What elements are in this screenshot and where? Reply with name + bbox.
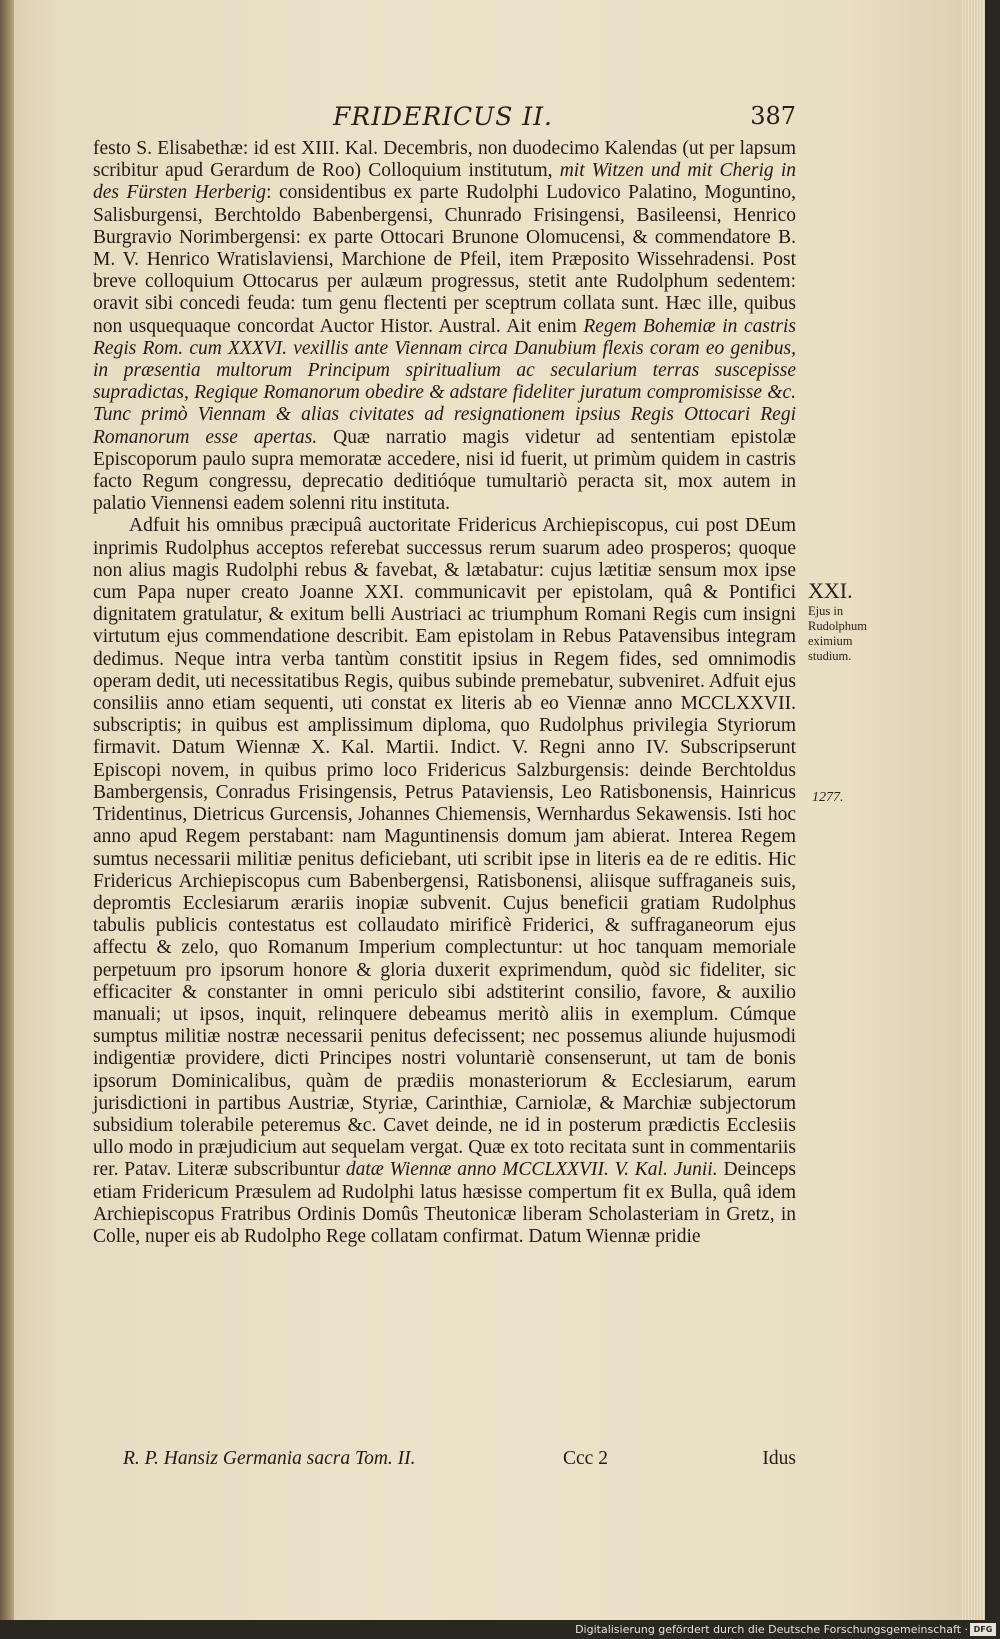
margin-note: Ejus in Rudolphum eximium studium. (808, 604, 868, 663)
page-number: 387 (750, 102, 796, 130)
page-edges (961, 0, 985, 1620)
margin-year: 1277. (812, 790, 844, 805)
text-span: Adfuit his omnibus præcipuâ auctoritate Fridericus Archiepiscopus, cui post DEum inprimis Rudolphus acceptos referebat successus rerum suarum adeo prosperos; quoque non alius magis Rudolphi rebus & favebat, & lætabatur: cujus lætitiæ sensum mox ipse cum Papa nuper creato Joanne XXI. communicavit per epistolam, quâ & Pontifici dignitatem gratulatur, & exitum belli Austriaci ac triumphum Romani Regis cum insigni virtutum ejus commendatione describit. Eam epistolam in Rebus Patavensibus integram dedimus. Neque intra verba tantùm constitit ipsius in Regem fides, sed omnimodis operam dedit, uti necessitatibus Regis, quibus subinde premebatur, subveniret. Adfuit ejus consiliis anno etiam sequenti, uti constat ex literis ab eo Viennæ anno MCCLXXVII. subscriptis; in quibus est amplissimum diploma, quo Rudolphus privilegia Styriorum firmavit. Datum Wiennæ X. Kal. Martii. Indict. V. Regni anno IV. Subscripserunt Episcopi novem, in quibus primo loco Fridericus Salzburgensis: deinde Berchtoldus Bambergensis, Conradus Frisingensis, Petrus Pataviensis, Leo Ratisbonensis, Hainricus Tridentinus, Dietricus Gurcensis, Johannes Chiemensis, Wernhardus Sekawensis. Isti hoc anno apud Regem perstabant: nam Maguntinensis domum jam abierat. Interea Regem sumtus necessarii militiæ penitus deficiebant, uti scribit ipse in literis ea de re editis. Hic Fridericus Archiepiscopus cum Babenbergensi, Ratisbonensi, aliisque suffraganeis suis, depromtis Ecclesiarum ærariis inopiæ subvenit. Cujus beneficii gratiam Rudolphus tabulis publicis contestatus est collaudato mirificè Friderici, & suffraganeorum ejus affectu & zelo, quo Romanum Imperium complectuntur: ut hoc tanquam memoriale perpetuum pro ipsorum honore & gloria duxerit exprimendum, quòd sic fideliter, sic efficaciter & constanter in omni periculo sibi adstiterint consilio, favore, & auxilio manuali; ut ipsos, inquit, relinquere debeamus meritò aliis in exemplum. Cúmque sumptus militiæ nostræ necessarii penitus defecissent; nec possemus aliunde hujusmodi indigentiæ providere, dicti Principes nostri voluntariè consenserunt, ut tam de bonis ipsorum Dominicalibus, quàm de prædiis monasteriorum & Ecclesiarum, earum jurisdictioni in partibus Austriæ, Styriæ, Carinthiæ, Carniolæ, & Marchiæ subjectorum subsidium tolerabile peteremus &c. Cavet deinde, ne id in posterum prædictis Ecclesiis ullo modo in præjudicium aut sequelam vergat. Quæ ex toto recitata sunt in commentariis rer. Patav. Literæ subscribuntur (93, 515, 796, 1181)
paragraph-2 (93, 515, 796, 1248)
italic-text-span: datæ Wiennæ anno MCCLXXVII. V. Kal. Junii. (345, 1159, 718, 1181)
text-span: Quæ narratio magis videtur ad sententiam epistolæ Episcoporum paulo supra memoratæ accedere, nisi id fuerit, ut primùm quidem in castris facto Regum congressu, deprecatio deditióque tumultariò peracta sit, mox autem in palatio Viennensi eadem solenni ritu instituta. (93, 426, 797, 515)
signature-mark: Ccc 2 (563, 1448, 608, 1469)
footer-author: R. P. Hansiz Germania sacra Tom. II. (123, 1448, 416, 1469)
digitization-credit: Digitalisierung gefördert durch die Deutsche Forschungsgemeinschaft · (575, 1623, 968, 1636)
main-text (93, 138, 796, 1248)
text-span: Deinceps etiam Fridericum Præsulem ad Rudolphi latus hæsisse compertum fit ex Bulla, quâ idem Archiepiscopus Fratribus Ordinis Domûs Theutonicæ liberam Scholasteriam in Gretz, in Colle, nuper eis ab Rudolpho Rege collatam confirmat. Datum Wiennæ pridie (93, 1159, 797, 1247)
catchword: Idus (762, 1448, 796, 1469)
page-header (93, 100, 796, 132)
italic-text-span: mit Witzen und mit Cherig in des Fürsten Herberig (93, 160, 796, 204)
page-footer (93, 1448, 796, 1474)
page-gutter (0, 0, 14, 1620)
paragraph-1 (93, 138, 796, 515)
dfg-logo: DFG (970, 1623, 996, 1636)
text-span: festo S. Elisabethæ: id est XIII. Kal. Decembris, non duodecimo Kalendas (ut per lapsum scribitur apud Gerardum de Roo) Colloquium institutum, (93, 138, 796, 182)
italic-text-span: Regem Bohemiæ in castris Regis Rom. cum XXXVI. vexillis ante Viennam circa Danubium flexis coram eo genibus, in præsentia multorum Principum spiritualium ac secularium terras suscepisse supradictas, Regique Romanorum obedire & adstare fideliter juratum compromisisse &c. Tunc primò Viennam & alias civitates ad resignationem ipsius Regis Ottocari Regi Romanorum esse apertas. (93, 315, 796, 448)
margin-section-number: XXI. (808, 578, 853, 603)
text-span: : considentibus ex parte Rudolphi Ludovico Palatino, Moguntino, Salisburgensi, Berchtoldo Babenbergensi, Chunrado Frisingensi, Basileensi, Henrico Burgravio Norimbergensi: ex parte Ottocari Brunone Olomucensi, & commendatore B. M. V. Henrico Wratislaviensi, Marchione de Pfeil, item Præposito Wissehradensi. Post breve colloquium Ottocarus per aulæum progressus, stetit ante Rudolphum sedentem: oravit sibi concedi feuda: tum genu flectenti per sceptrum collata sunt. Hæc ille, quibus non usquequaque concordat Auctor Histor. Austral. Ait enim (93, 182, 796, 337)
running-title: FRIDERICUS II. (333, 102, 554, 131)
